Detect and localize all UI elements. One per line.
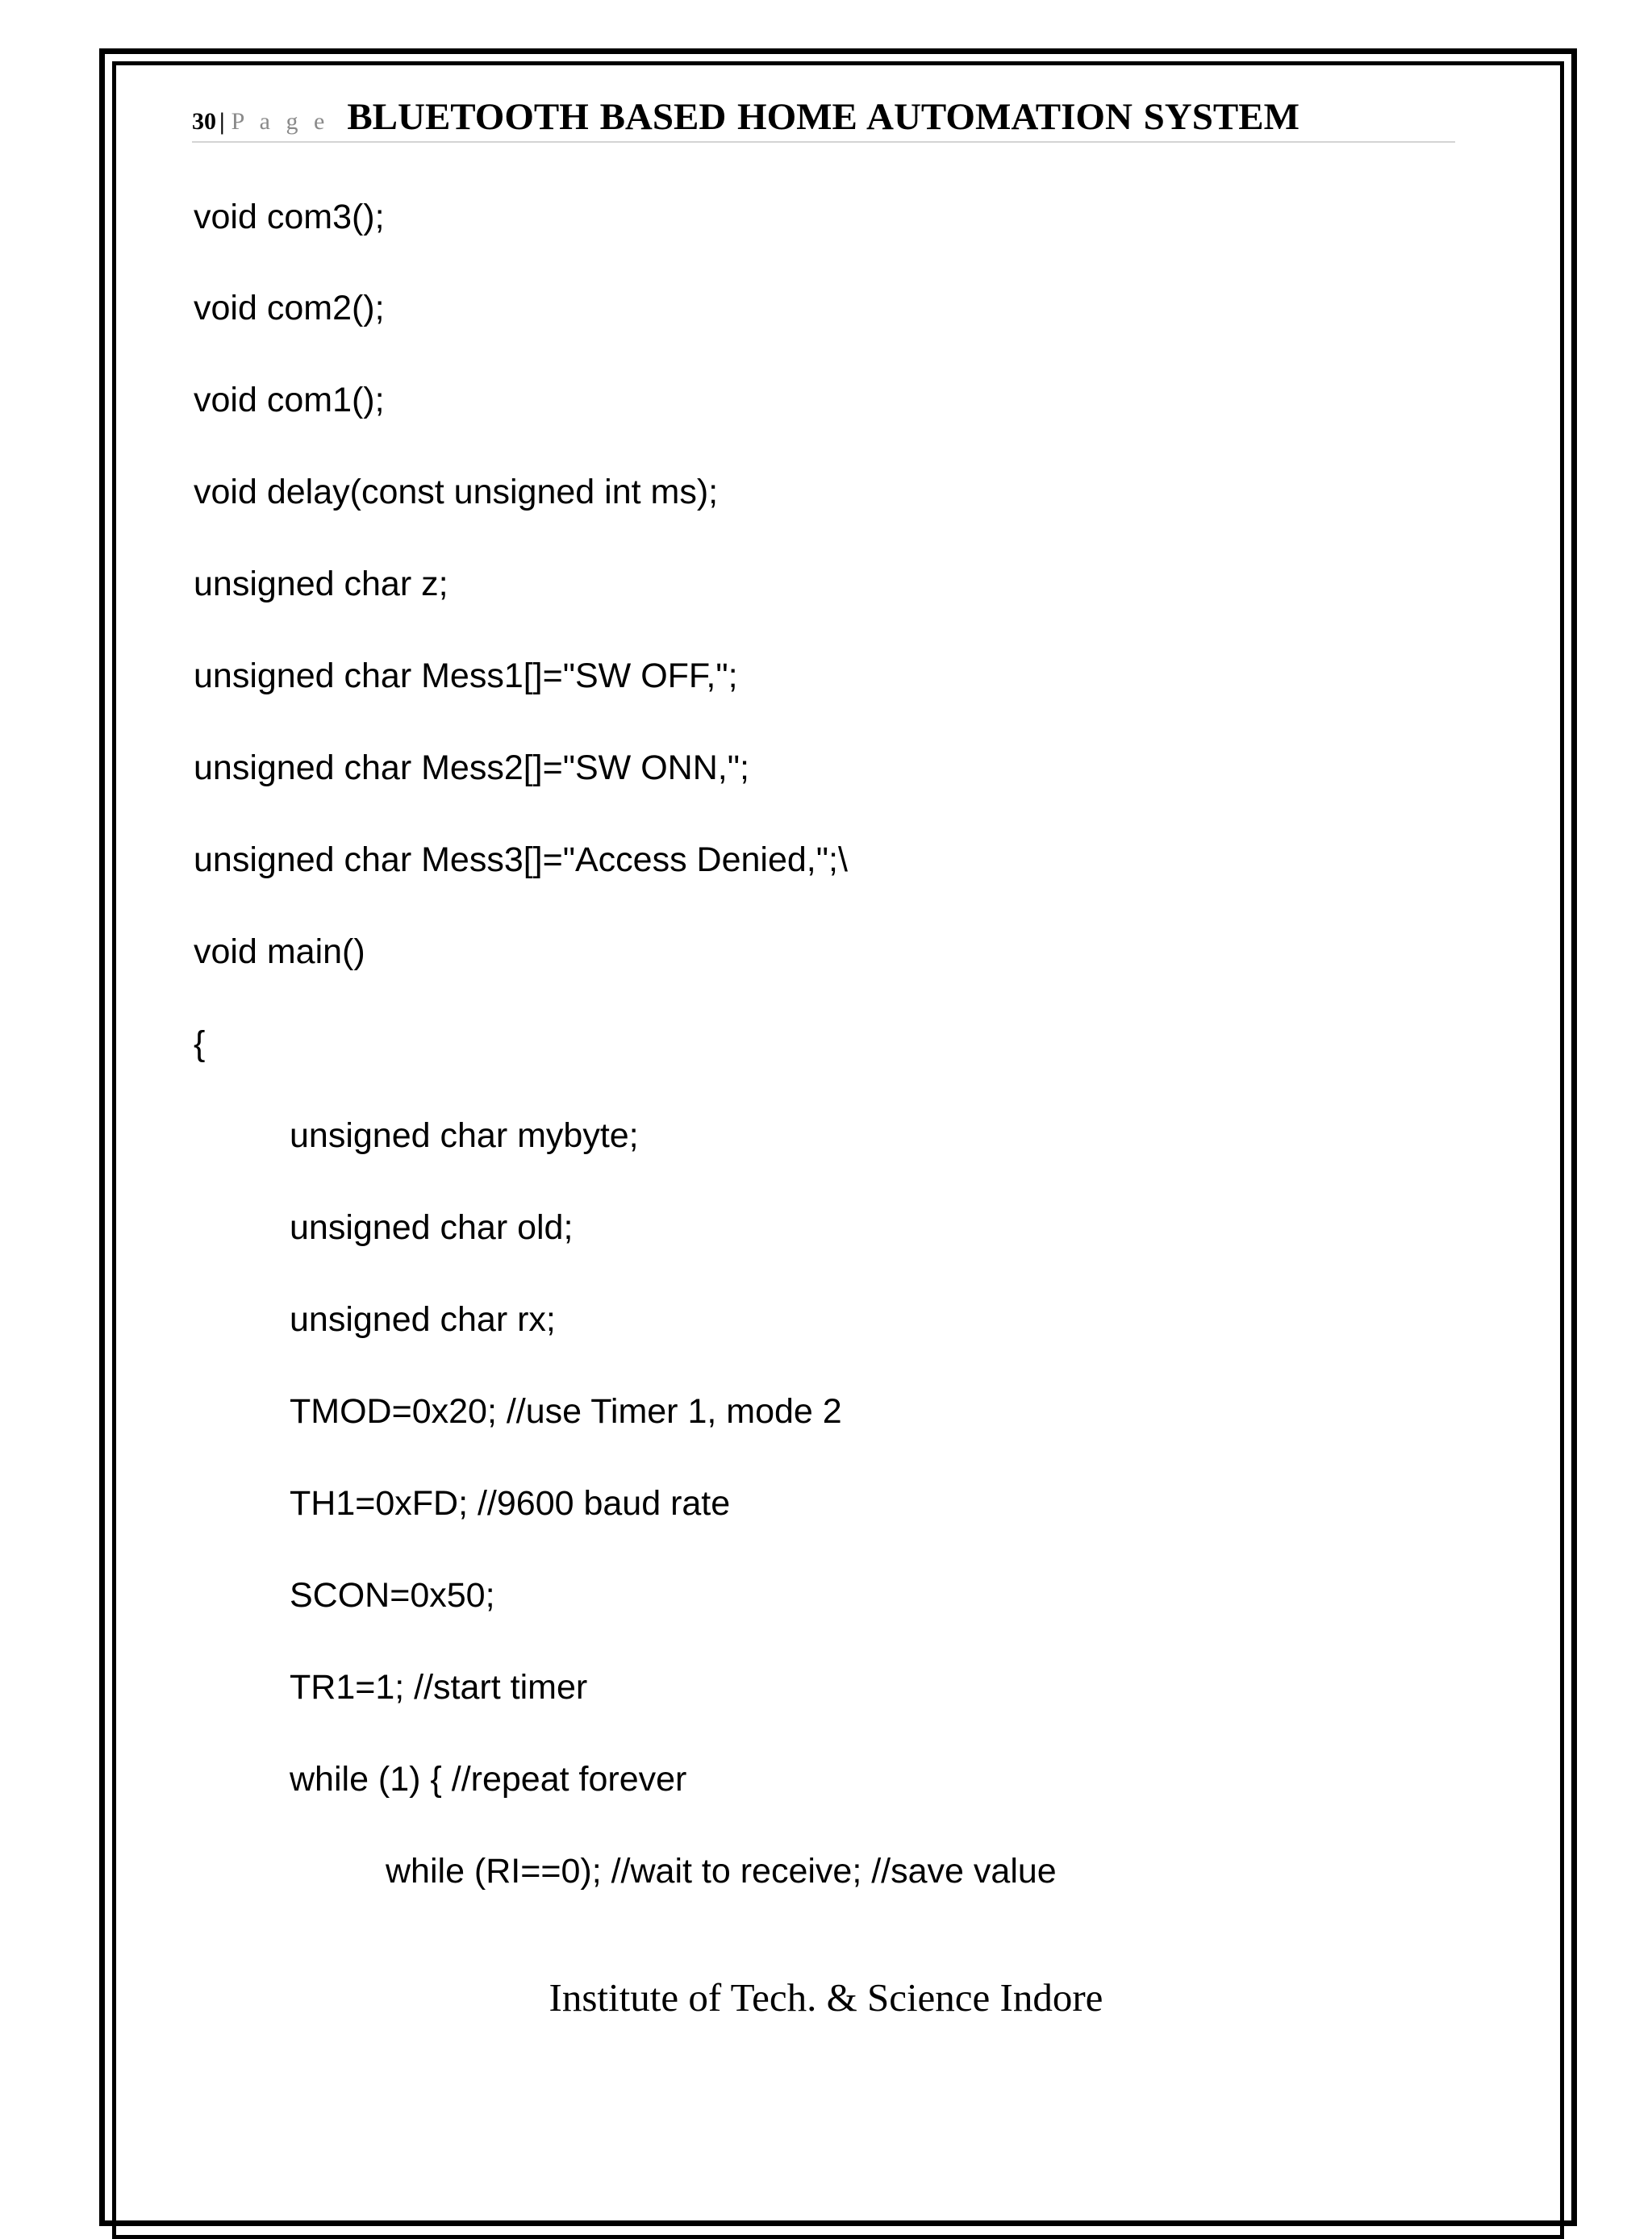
document-title: BLUETOOTH BASED HOME AUTOMATION SYSTEM — [347, 96, 1299, 138]
page-header — [192, 95, 1455, 144]
code-line: unsigned char Mess3[]="Access Denied,";\ — [194, 840, 848, 879]
page-label: P a g e — [231, 108, 330, 135]
code-line: unsigned char Mess1[]="SW OFF,"; — [194, 657, 738, 695]
page-footer: Institute of Tech. & Science Indore — [549, 1975, 1103, 2020]
header-divider — [192, 141, 1455, 143]
code-line: while (1) { //repeat forever — [290, 1760, 687, 1799]
code-line: TMOD=0x20; //use Timer 1, mode 2 — [290, 1392, 842, 1431]
code-line: unsigned char Mess2[]="SW ONN,"; — [194, 748, 749, 787]
code-line: unsigned char old; — [290, 1208, 574, 1247]
code-line: unsigned char z; — [194, 565, 448, 603]
code-line: TH1=0xFD; //9600 baud rate — [290, 1484, 731, 1523]
code-line: void com2(); — [194, 289, 385, 327]
code-line: unsigned char mybyte; — [290, 1116, 639, 1155]
code-line: while (RI==0); //wait to receive; //save value — [386, 1852, 1057, 1891]
code-line: unsigned char rx; — [290, 1300, 556, 1339]
code-line: SCON=0x50; — [290, 1576, 495, 1615]
code-line: void main() — [194, 932, 365, 971]
page-number: 30 — [192, 108, 216, 135]
code-line: void com3(); — [194, 198, 385, 236]
code-line: { — [194, 1024, 206, 1063]
code-line: void delay(const unsigned int ms); — [194, 473, 719, 511]
code-line: void com1(); — [194, 381, 385, 419]
code-line: TR1=1; //start timer — [290, 1668, 588, 1707]
page-number-separator: | — [219, 108, 225, 135]
